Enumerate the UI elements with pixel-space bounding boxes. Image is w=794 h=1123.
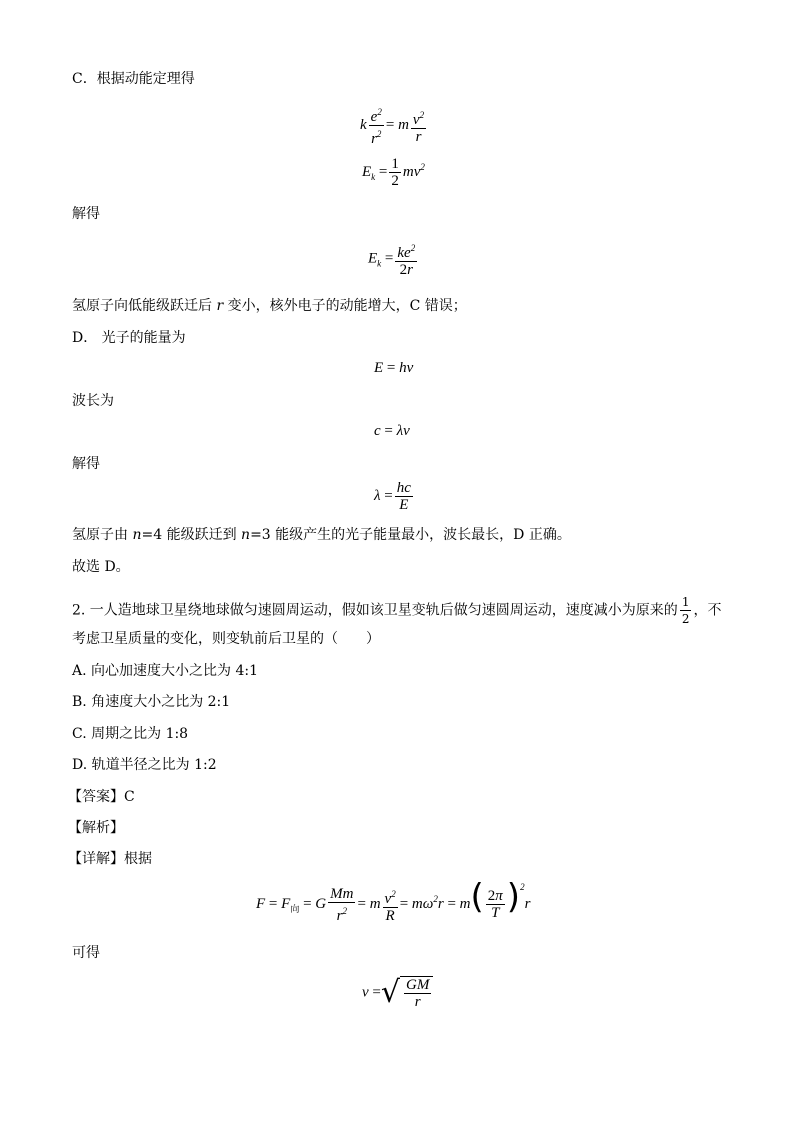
answer-label: 【答案】C	[68, 789, 135, 805]
text-line-wavelength: 波长为	[72, 393, 114, 409]
question-2-stem-line-1	[72, 594, 721, 627]
equation-wave-speed: c = λν	[374, 423, 410, 439]
text-d-part-a: 氢原子由	[72, 527, 133, 543]
question-2-text-b: ，不	[693, 602, 722, 619]
equation-photon-energy: E = hν	[374, 360, 414, 376]
option-a: A. 向心加速度大小之比为 4:1	[72, 663, 258, 679]
text-var-n1: n	[132, 527, 142, 543]
text-line-d-conclusion	[72, 526, 571, 544]
equation-ek-result: $E_k$ = $\frac{ke^2}{2r}$	[368, 240, 419, 278]
text-d-part-c: =3 能级产生的光子能量最小，波长最长，D 正确。	[250, 527, 571, 543]
analysis-label: 【解析】	[68, 820, 124, 836]
text-line-obtain: 可得	[72, 945, 100, 961]
option-c: C. 周期之比为 1:8	[72, 726, 189, 742]
equation-coulomb-centripetal: k $\frac{e^2}{r^2}$ = m $\frac{v^2}{r}$	[360, 104, 428, 147]
equation-lambda-result: λ = $\frac{hc}{E}$	[374, 480, 411, 513]
fraction-numerator: 1	[681, 595, 690, 609]
text-line-solve-1: 解得	[72, 206, 100, 222]
option-b: B. 角速度大小之比为 2:1	[72, 694, 231, 710]
equation-kinetic-energy: $E_k$ = $\frac{1}{2}$ $mv^2$	[362, 156, 425, 189]
text-line-choice: 故选 D。	[72, 559, 130, 575]
fraction-denominator: 2	[681, 612, 690, 626]
equation-orbital-velocity: v = √ $\frac{GM}{r}$	[362, 976, 433, 1010]
text-line-solve-2: 解得	[72, 456, 100, 472]
question-2-fraction	[680, 594, 692, 627]
text-var-n2: n	[241, 527, 251, 543]
text-c-part-b: 变小，核外电子的动能增大，C 错误；	[223, 298, 467, 314]
text-line-c-intro: C．根据动能定理得	[72, 71, 195, 87]
option-d: D. 轨道半径之比为 1:2	[72, 757, 217, 773]
text-var-r: r	[216, 298, 224, 314]
text-line-c-conclusion	[72, 297, 467, 315]
equation-gravitation-chain: $F = F_向 = G$ $\frac{Mm}{r^2}$ = m $\frac{v^2}{R}$ = $m\omega^2r = m$( $\frac{2\pi}{T}$ )$^2$r	[256, 877, 531, 924]
text-line-d-intro: D． 光子的能量为	[72, 330, 186, 346]
text-d-part-b: =4 能级跃迁到	[141, 527, 242, 543]
text-c-part-a: 氢原子向低能级跃迁后	[72, 298, 217, 314]
detail-label: 【详解】根据	[68, 851, 152, 867]
question-2-text-a: 2. 一人造地球卫星绕地球做匀速圆周运动，假如该卫星变轨后做匀速圆周运动，速度减小为原来的	[72, 602, 678, 619]
question-2-stem-line-2: 考虑卫星质量的变化，则变轨前后卫星的（ ）	[72, 631, 380, 647]
